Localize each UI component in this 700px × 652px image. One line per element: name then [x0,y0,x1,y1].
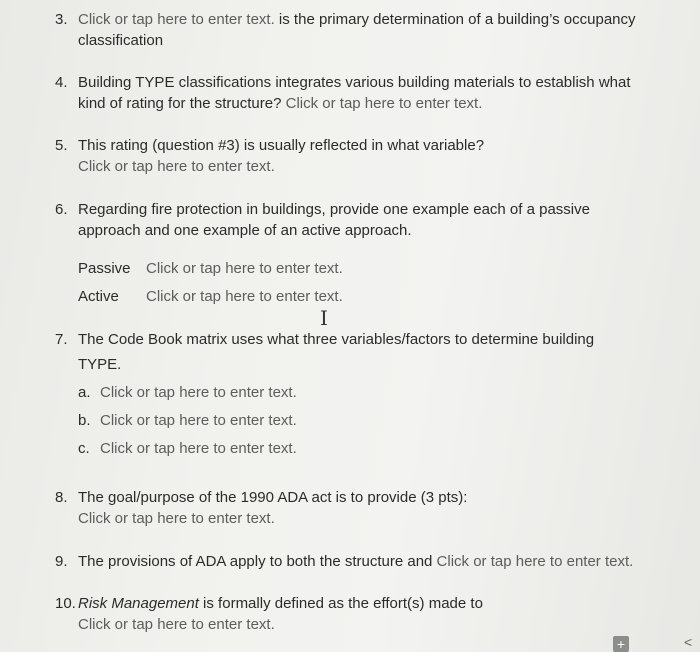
question-text: Building TYPE classifications integrates various building materials to establish what [78,74,631,91]
question-text: This rating (question #3) is usually reflected in what variable? [78,137,485,154]
text-placeholder-field[interactable]: Click or tap here to enter text. [100,384,297,401]
question-number: 5. [55,137,68,154]
question-number: 9. [55,553,68,570]
text-cursor-icon: I [320,306,328,330]
item-letter: a. [78,384,91,401]
text-placeholder-field[interactable]: Click or tap here to enter text. [78,158,275,175]
text-placeholder-field[interactable]: Click or tap here to enter text. [436,553,634,570]
question-text: kind of rating for the structure? [78,95,286,112]
item-letter: c. [78,440,90,457]
question-number: 4. [55,74,68,91]
text-placeholder-field[interactable]: Click or tap here to enter text. [78,11,275,28]
text-placeholder-field[interactable]: Click or tap here to enter text. [100,412,297,429]
question-text: is the primary determination of a building’s occupancy [274,11,636,28]
text-placeholder-field[interactable]: Click or tap here to enter text. [100,440,297,457]
question-number: 6. [55,201,68,218]
question-text: The provisions of ADA apply to both the structure and [78,553,437,570]
question-text: TYPE. [78,356,122,373]
question-text: The Code Book matrix uses what three variables/factors to determine building [78,331,595,348]
passive-input[interactable]: Click or tap here to enter text. [146,260,343,277]
item-letter: b. [78,412,91,429]
question-number: 3. [55,11,68,28]
text-placeholder-field[interactable]: Click or tap here to enter text. [78,616,275,633]
question-text: The goal/purpose of the 1990 ADA act is to provide (3 pts): [78,489,468,506]
active-input[interactable]: Click or tap here to enter text. [146,288,343,305]
question-text: classification [78,32,164,49]
plus-icon[interactable]: + [613,636,629,652]
question-emphasis: Risk Management [78,595,199,612]
passive-label: Passive [78,260,131,277]
question-number: 7. [55,331,68,348]
question-text: approach and one example of an active approach. [78,222,412,239]
question-number: 8. [55,489,68,506]
question-number: 10. [55,595,76,612]
question-text: Regarding fire protection in buildings, provide one example each of a passive [78,201,590,218]
text-placeholder-field[interactable]: Click or tap here to enter text. [285,95,483,112]
active-label: Active [78,288,119,305]
question-text: is formally defined as the effort(s) made to [198,595,483,612]
text-placeholder-field[interactable]: Click or tap here to enter text. [78,510,275,527]
chevron-left-icon[interactable]: < [684,634,693,650]
